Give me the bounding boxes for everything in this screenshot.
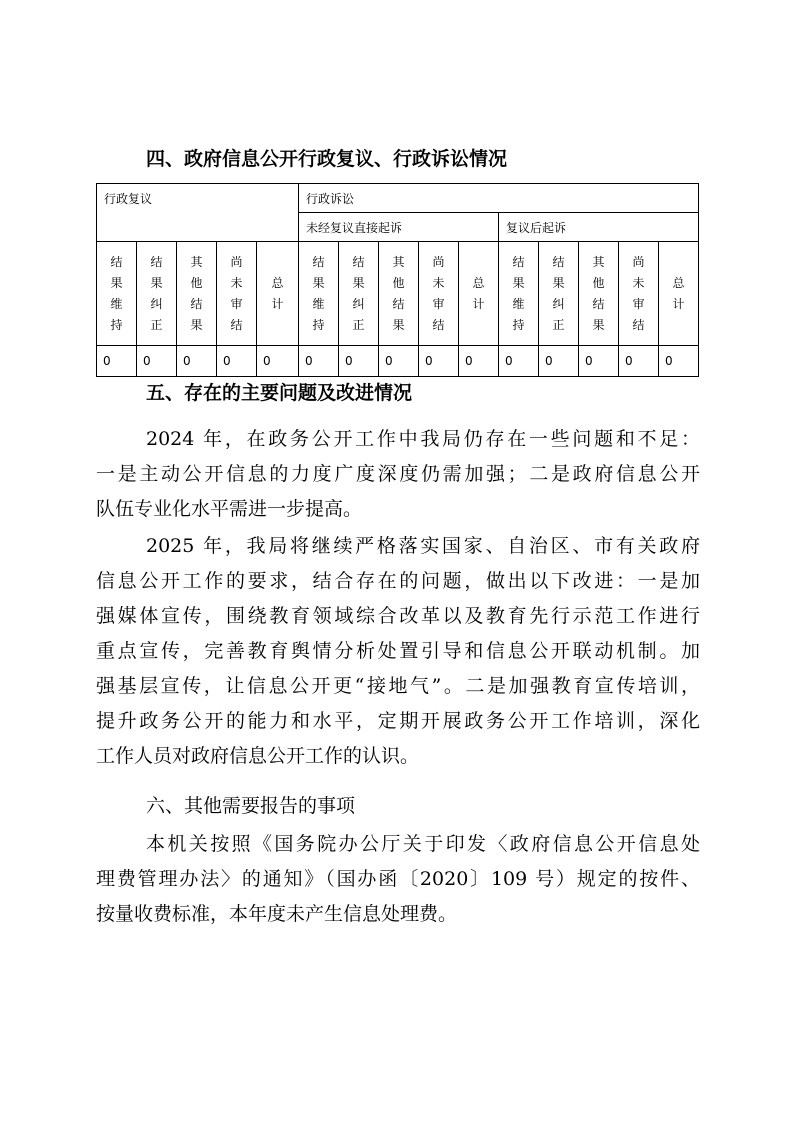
text-line: 工作人员对政府信息公开工作的认识。 (96, 745, 420, 767)
table-cell: 0 (299, 346, 339, 377)
col-header: 尚未审结 (619, 242, 659, 346)
col-header: 结果维持 (299, 242, 339, 346)
table-cell: 0 (257, 346, 299, 377)
header-admin-review: 行政复议 (97, 184, 299, 242)
text-line: 2024 年，在政务公开工作中我局仍存在一些问题和不足： (146, 428, 700, 450)
col-header: 其他结果 (177, 242, 217, 346)
col-header: 结果纠正 (137, 242, 177, 346)
text-line: 按量收费标准，本年度未产生信息处理费。 (96, 903, 458, 925)
table-cell: 0 (137, 346, 177, 377)
table-cell: 0 (217, 346, 257, 377)
col-header: 尚未审结 (217, 242, 257, 346)
section5-title: 五、存在的主要问题及改进情况 (146, 382, 413, 404)
col-header: 结果纠正 (339, 242, 379, 346)
col-header: 结果维持 (499, 242, 539, 346)
header-direct-suit: 未经复议直接起诉 (299, 213, 499, 242)
col-header: 总计 (459, 242, 499, 346)
text-line: 理费管理办法〉的通知》（国办函〔2020〕109 号）规定的按件、 (96, 868, 700, 890)
table-cell: 0 (97, 346, 137, 377)
text-line: 队伍专业化水平需进一步提高。 (96, 498, 363, 520)
table-cell: 0 (419, 346, 459, 377)
table-cell: 0 (659, 346, 699, 377)
header-after-review: 复议后起诉 (499, 213, 699, 242)
table-cell: 0 (539, 346, 579, 377)
table-cell: 0 (619, 346, 659, 377)
section6-title: 六、其他需要报告的事项 (146, 795, 356, 817)
text-line: 一是主动公开信息的力度广度深度仍需加强；二是政府信息公开 (96, 463, 700, 485)
table-cell: 0 (379, 346, 419, 377)
review-litigation-table (96, 183, 699, 377)
section5-paragraph-1 (96, 422, 700, 527)
text-line: 强基层宣传，让信息公开更“接地气”。二是加强教育宣传培训， (96, 675, 700, 697)
col-header: 尚未审结 (419, 242, 459, 346)
table-cell: 0 (499, 346, 539, 377)
section5-paragraph-2 (96, 529, 700, 774)
col-header: 总计 (659, 242, 699, 346)
header-admin-litigation: 行政诉讼 (299, 184, 699, 213)
text-line: 提升政务公开的能力和水平，定期开展政务公开工作培训，深化 (96, 710, 700, 732)
section6-paragraph-1 (96, 827, 700, 932)
text-line: 强媒体宣传，围绕教育领域综合改革以及教育先行示范工作进行 (96, 605, 700, 627)
text-line: 2025 年，我局将继续严格落实国家、自治区、市有关政府 (146, 535, 700, 557)
table-cell: 0 (339, 346, 379, 377)
table-cell: 0 (177, 346, 217, 377)
section4-title: 四、政府信息公开行政复议、行政诉讼情况 (146, 148, 508, 170)
table-cell: 0 (459, 346, 499, 377)
text-line: 信息公开工作的要求，结合存在的问题，做出以下改进：一是加 (96, 570, 700, 592)
text-line: 重点宣传，完善教育舆情分析处置引导和信息公开联动机制。加 (96, 640, 700, 662)
table-cell: 0 (579, 346, 619, 377)
col-header: 结果纠正 (539, 242, 579, 346)
col-header: 总计 (257, 242, 299, 346)
col-header: 其他结果 (579, 242, 619, 346)
col-header: 结果维持 (97, 242, 137, 346)
text-line: 本机关按照《国务院办公厅关于印发〈政府信息公开信息处 (146, 833, 700, 855)
col-header: 其他结果 (379, 242, 419, 346)
